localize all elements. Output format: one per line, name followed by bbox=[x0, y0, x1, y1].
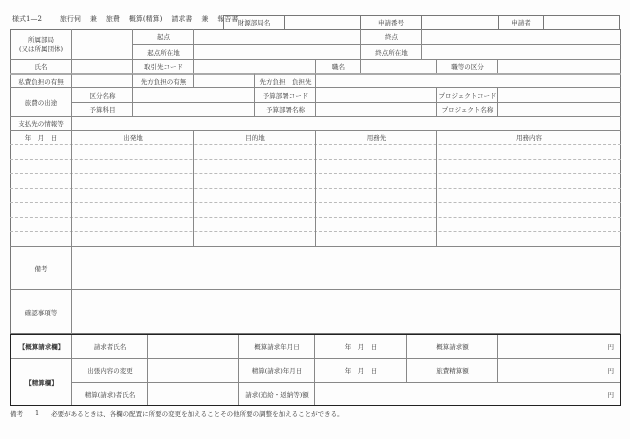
destination-label: 終点 bbox=[360, 29, 422, 44]
itinerary-col-business-place: 用務先 bbox=[315, 130, 437, 144]
settlement-change-label: 出張内容の変更 bbox=[71, 358, 148, 382]
footnote bbox=[6, 407, 344, 419]
other-burden-field[interactable] bbox=[193, 73, 255, 87]
settlement-amount-label: 旅費精算額 bbox=[406, 358, 498, 382]
category-field[interactable] bbox=[132, 87, 255, 102]
estimate-date-field[interactable]: 年 月 日 bbox=[314, 335, 407, 358]
confirmation-field[interactable] bbox=[71, 289, 621, 334]
settlement-section-label: 【精算欄】 bbox=[11, 358, 72, 405]
dept-label bbox=[10, 29, 72, 59]
name-label: 氏名 bbox=[10, 59, 72, 73]
title-part: 報告書 bbox=[217, 15, 239, 23]
title-part: 請求書 bbox=[171, 15, 193, 23]
footnote-text: 必要があるときは、各欄の配置に所要の変更を加えることその他所要の調整を加えることができる。 bbox=[51, 409, 344, 418]
estimate-requester-label: 請求者氏名 bbox=[71, 335, 148, 358]
destination-field[interactable] bbox=[421, 29, 621, 44]
client-code-field[interactable] bbox=[193, 59, 316, 73]
expense-source-label: 旅費の出途 bbox=[10, 87, 72, 116]
itinerary-col-business-content: 用務内容 bbox=[436, 130, 621, 144]
title-part: 旅費 bbox=[105, 15, 120, 23]
project-code-label: プロジェクトコード bbox=[436, 87, 498, 102]
applicant-field[interactable] bbox=[543, 15, 620, 30]
estimate-amount-label: 概算請求額 bbox=[406, 335, 498, 358]
confirmation-label: 確認事項等 bbox=[10, 289, 72, 334]
other-burden-party-field[interactable] bbox=[315, 73, 621, 87]
budget-dept-code-field[interactable] bbox=[315, 87, 437, 102]
destination-address-field[interactable] bbox=[421, 44, 621, 59]
funding-dept-label: 財源部局名 bbox=[223, 15, 285, 30]
project-name-field[interactable] bbox=[497, 102, 621, 116]
private-burden-field[interactable] bbox=[71, 73, 133, 87]
job-title-label: 職名 bbox=[315, 59, 361, 73]
payee-info-field[interactable] bbox=[71, 116, 621, 130]
form-number: 様式1—2 bbox=[12, 15, 42, 23]
title-part: 兼 bbox=[201, 15, 209, 23]
settlement-additional-field[interactable]: 円 bbox=[314, 382, 620, 405]
footnote-label: 備考 bbox=[10, 409, 23, 418]
origin-field[interactable] bbox=[193, 29, 361, 44]
settlement-requester-label: 精算(請求)者氏名 bbox=[71, 382, 148, 405]
budget-dept-code-label: 予算部署コード bbox=[254, 87, 316, 102]
itinerary-rows bbox=[10, 144, 621, 246]
itinerary-divider bbox=[71, 144, 72, 246]
payee-info-label: 支払先の情報等 bbox=[10, 116, 72, 130]
category-label: 区分名称 bbox=[71, 87, 133, 102]
settlement-date-field[interactable]: 年 月 日 bbox=[314, 358, 407, 382]
private-burden-label: 私費負担の有無 bbox=[10, 73, 72, 87]
itinerary-col-date: 年 月 日 bbox=[10, 130, 72, 144]
other-burden-label: 先方負担の有無 bbox=[132, 73, 194, 87]
budget-item-field[interactable] bbox=[132, 102, 255, 116]
settlement-amount-field[interactable]: 円 bbox=[497, 358, 620, 382]
dept-field[interactable] bbox=[71, 29, 133, 59]
destination-address-label: 終点所在地 bbox=[360, 44, 422, 59]
estimate-requester-field[interactable] bbox=[147, 335, 239, 358]
job-class-field[interactable] bbox=[497, 59, 621, 73]
settlement-change-field[interactable] bbox=[147, 358, 239, 382]
estimate-section-label: 【概算請求欄】 bbox=[18, 343, 65, 351]
budget-item-label: 予算科目 bbox=[71, 102, 133, 116]
remarks-label: 備考 bbox=[10, 246, 72, 289]
estimate-amount-field[interactable]: 円 bbox=[497, 335, 620, 358]
budget-dept-name-label: 予算部署名称 bbox=[254, 102, 316, 116]
job-class-label: 職等の区分 bbox=[436, 59, 498, 73]
job-title-field[interactable] bbox=[360, 59, 437, 73]
estimate-date-label: 概算請求年月日 bbox=[238, 335, 315, 358]
settlement-requester-field[interactable] bbox=[147, 382, 239, 405]
dept-label-line2: (又は所属団体) bbox=[18, 45, 64, 53]
budget-dept-name-field[interactable] bbox=[315, 102, 437, 116]
itinerary-col-departure: 出発地 bbox=[71, 130, 194, 144]
title-part: 旅行伺 bbox=[59, 15, 81, 23]
applicant-label: 申請者 bbox=[498, 15, 544, 30]
title-part: 概算(精算) bbox=[128, 15, 163, 23]
itinerary-divider bbox=[193, 144, 194, 246]
client-code-label: 取引先コード bbox=[132, 59, 194, 73]
application-no-label: 申請番号 bbox=[360, 15, 422, 30]
origin-label: 起点 bbox=[132, 29, 194, 44]
origin-address-label: 起点所在地 bbox=[132, 44, 194, 59]
origin-address-field[interactable] bbox=[193, 44, 361, 59]
dept-label-line1: 所属部局 bbox=[28, 36, 54, 44]
itinerary-divider bbox=[436, 144, 437, 246]
footnote-number: 1 bbox=[35, 409, 40, 417]
funding-dept-field[interactable] bbox=[284, 15, 361, 30]
project-name-label: プロジェクト名称 bbox=[436, 102, 498, 116]
application-no-field[interactable] bbox=[421, 15, 499, 30]
title-part: 兼 bbox=[89, 15, 97, 23]
other-burden-party-label: 先方負担 負担先 bbox=[254, 73, 316, 87]
itinerary-col-destination: 目的地 bbox=[193, 130, 316, 144]
settlement-date-label: 精算(請求)年月日 bbox=[238, 358, 315, 382]
settlement-additional-label: 請求(追給・返納等)額 bbox=[238, 382, 315, 405]
form-title bbox=[12, 13, 247, 25]
project-code-field[interactable] bbox=[497, 87, 621, 102]
remarks-field[interactable] bbox=[71, 246, 621, 289]
name-field[interactable] bbox=[71, 59, 133, 73]
itinerary-divider bbox=[315, 144, 316, 246]
